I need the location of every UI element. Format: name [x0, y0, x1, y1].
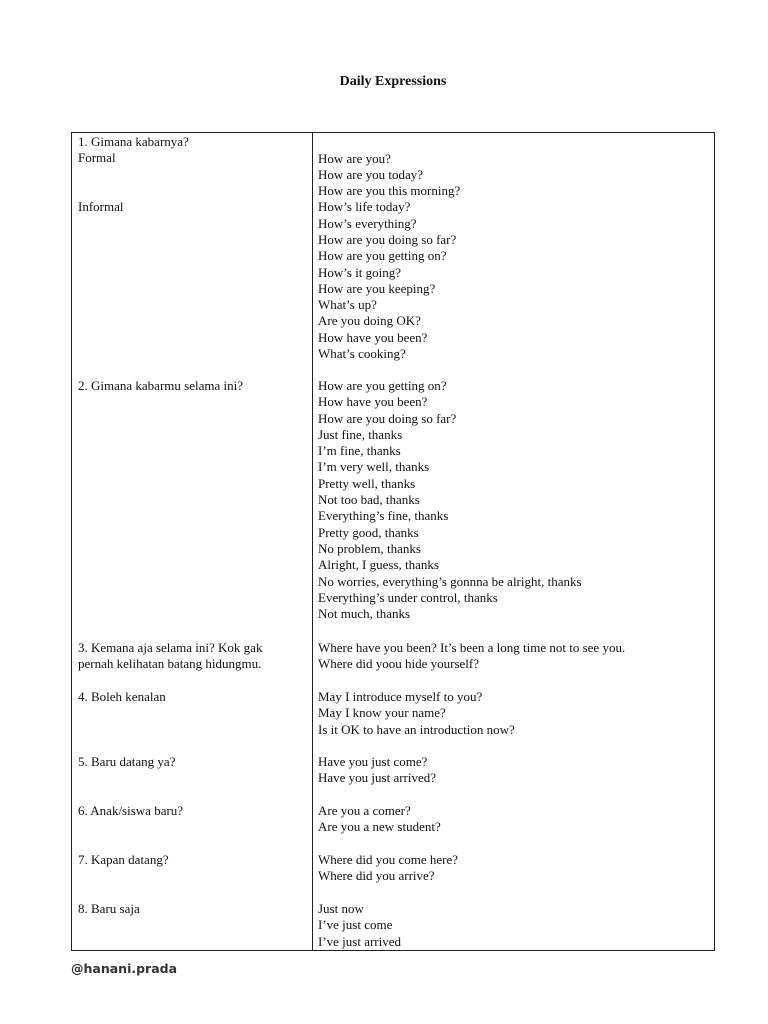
expression-line: Are you a comer? — [318, 803, 411, 818]
expression-line: How are you keeping? — [318, 280, 436, 296]
expression-line: I’m fine, thanks — [318, 443, 401, 459]
expression-line: Where did you arrive? — [318, 868, 435, 884]
section-5-expressions — [318, 754, 710, 787]
expression-line: How are you? — [318, 150, 391, 166]
expression-line: May I know your name? — [318, 705, 446, 721]
expression-line: May I introduce myself to you? — [318, 689, 483, 704]
prompt-line: Formal — [78, 150, 116, 166]
section-1-expressions — [318, 151, 710, 363]
expression-line: Just fine, thanks — [318, 426, 403, 442]
section-2-expressions — [318, 378, 710, 622]
expression-line: How’s life today? — [318, 199, 411, 215]
prompt-line: 5. Baru datang ya? — [78, 754, 176, 769]
expression-line: How’s everything? — [318, 215, 417, 231]
expression-line: Not too bad, thanks — [318, 492, 420, 508]
section-7-expressions — [318, 852, 710, 885]
expression-line: Pretty good, thanks — [318, 524, 419, 540]
section-4-expressions — [318, 689, 710, 738]
expression-line: Have you just arrived? — [318, 770, 437, 786]
prompt-line: 4. Boleh kenalan — [78, 689, 166, 704]
expression-line: No worries, everything’s gonnna be alright, thanks — [318, 573, 582, 589]
column-divider — [312, 133, 313, 950]
expression-line: I’ve just come — [318, 917, 393, 933]
expression-line: I’ve just arrived — [318, 933, 402, 949]
section-6-expressions — [318, 803, 710, 836]
page-title: Daily Expressions — [339, 74, 447, 89]
expression-line: How’s it going? — [318, 264, 402, 280]
expression-line: Where have you been? It’s been a long time not to see you. — [318, 640, 626, 655]
expression-line: How have you been? — [318, 329, 428, 345]
prompt-line: 3. Kemana aja selama ini? Kok gak — [78, 640, 263, 655]
expression-line: Are you a new student? — [318, 819, 441, 835]
expression-line: What’s up? — [318, 297, 377, 313]
expression-line: Where did you come here? — [318, 852, 459, 867]
author-handle: @hanani.prada — [71, 961, 178, 976]
expression-line: Everything’s under control, thanks — [318, 589, 498, 605]
section-8-expressions — [318, 901, 710, 950]
prompt-line: 6. Anak/siswa baru? — [78, 803, 184, 818]
expression-line: Is it OK to have an introduction now? — [318, 721, 515, 737]
expression-line: How are you doing so far? — [318, 410, 457, 426]
expression-line: Where did yoou hide yourself? — [318, 656, 480, 672]
expression-line: How have you been? — [318, 394, 428, 410]
prompt-line: 2. Gimana kabarmu selama ini? — [78, 378, 243, 393]
expression-line: How are you getting on? — [318, 378, 447, 393]
expression-line: How are you today? — [318, 166, 424, 182]
expression-line: Alright, I guess, thanks — [318, 557, 439, 573]
expression-line: How are you doing so far? — [318, 231, 457, 247]
expression-line: How are you this morning? — [318, 183, 461, 199]
prompt-line: 7. Kapan datang? — [78, 852, 169, 867]
expression-line: How are you getting on? — [318, 248, 447, 264]
expression-line: Pretty well, thanks — [318, 475, 416, 491]
prompt-line: pernah kelihatan batang hidungmu. — [78, 656, 262, 672]
prompt-line: Informal — [78, 199, 124, 215]
expression-line: Are you doing OK? — [318, 313, 421, 329]
section-3-expressions — [318, 640, 710, 673]
expression-line: I’m very well, thanks — [318, 459, 430, 475]
prompt-line: 8. Baru saja — [78, 901, 140, 916]
prompt-line: 1. Gimana kabarnya? — [78, 134, 189, 149]
expression-line: Not much, thanks — [318, 606, 411, 622]
expression-line: No problem, thanks — [318, 540, 421, 556]
expressions-table — [71, 132, 715, 951]
expression-line: Everything’s fine, thanks — [318, 508, 449, 524]
expression-line: Just now — [318, 901, 364, 916]
expression-line: What’s cooking? — [318, 346, 406, 362]
expression-line: Have you just come? — [318, 754, 428, 769]
